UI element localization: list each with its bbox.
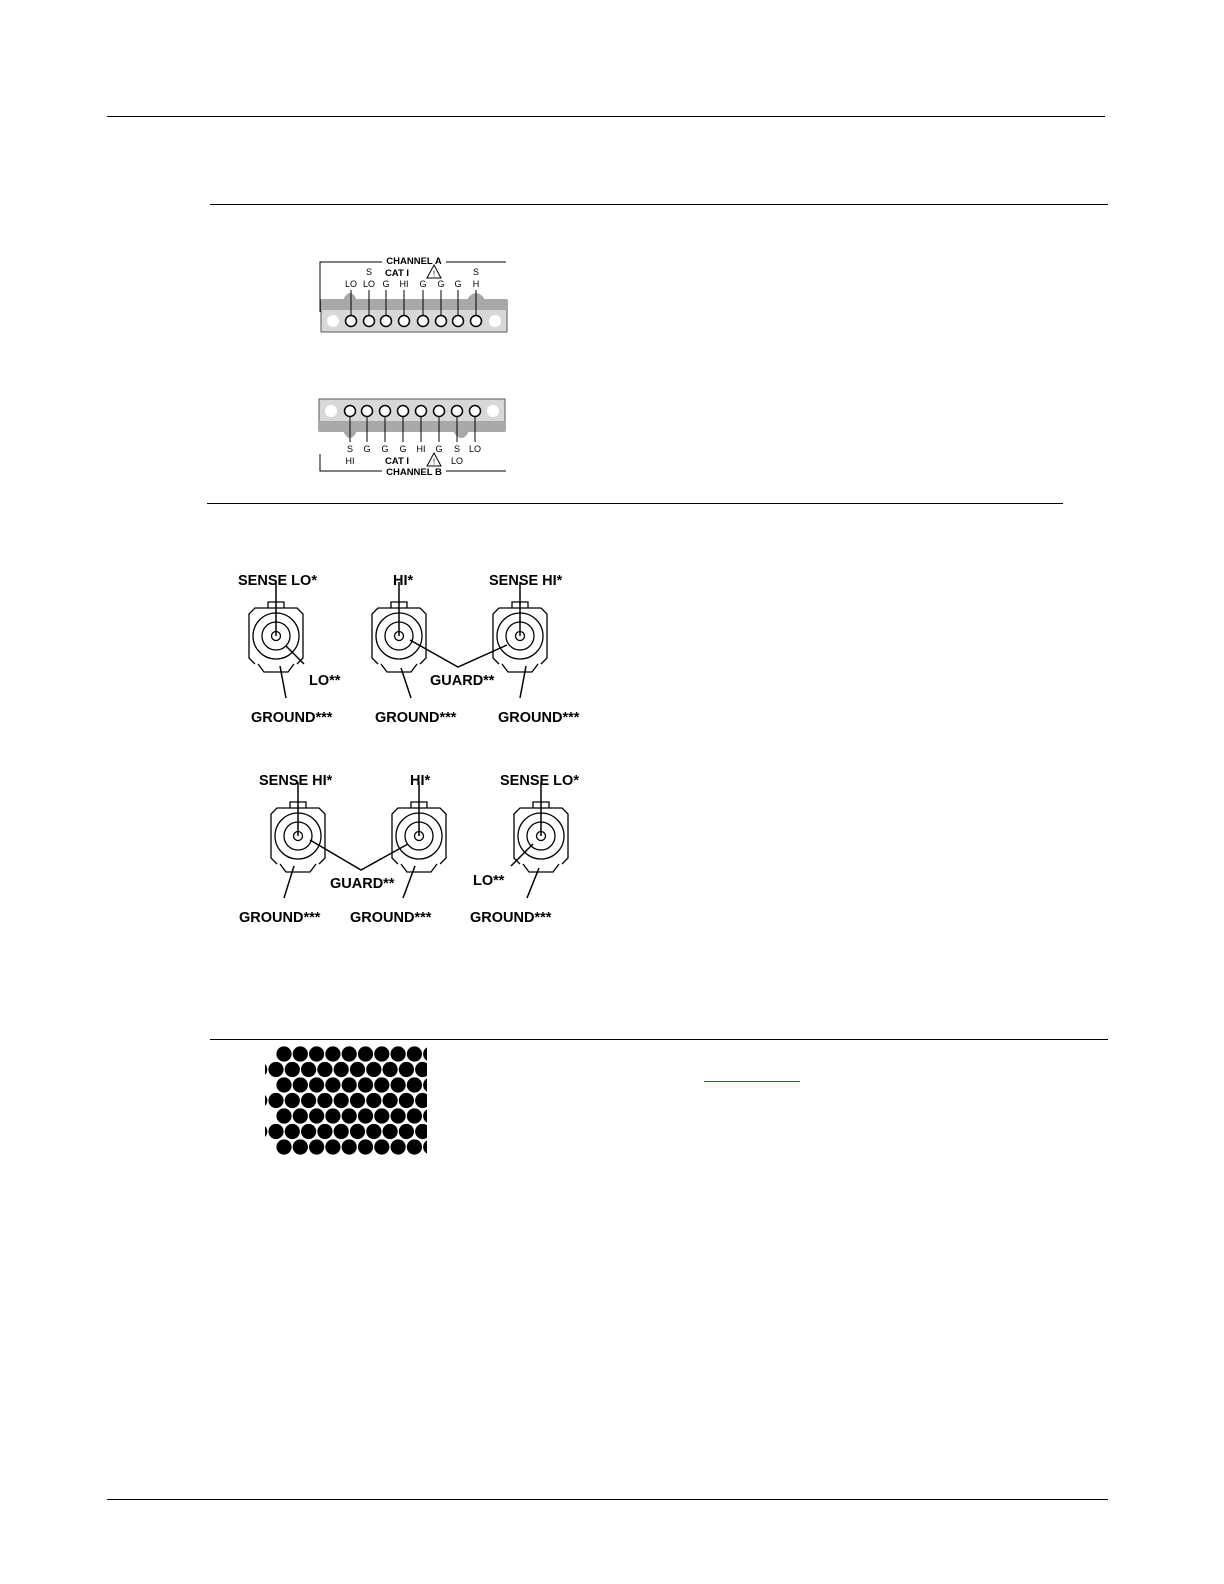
triax-connector-a3 <box>493 582 547 698</box>
triax-connector-b1 <box>271 782 325 898</box>
triax-b3-top-label: SENSE LO* <box>500 773 579 789</box>
triax-connector-b2 <box>392 782 446 898</box>
channel-a-bottom-label-6: G <box>437 279 445 289</box>
hex-dot <box>252 1093 267 1108</box>
triax-connector-b3 <box>511 782 568 898</box>
hex-dot <box>301 1093 316 1108</box>
hex-dot <box>317 1062 332 1077</box>
channel-a-label-lo-outer: LO <box>344 279 358 289</box>
channel-a-top-label-1: S <box>365 267 373 277</box>
svg-text:!: ! <box>432 457 436 467</box>
channel-a-bottom-label-5: G <box>419 279 427 289</box>
channel-b-top-label-5: HI <box>416 444 426 454</box>
hex-dot <box>252 1124 267 1139</box>
section-rule-2 <box>207 503 1063 504</box>
hex-dot <box>358 1046 373 1061</box>
hex-dot <box>325 1077 340 1092</box>
hex-dot <box>268 1093 283 1108</box>
terminal-block-channel-a <box>316 252 512 336</box>
triax-a2-bottom-label: GROUND*** <box>375 710 457 726</box>
channel-b-label: CHANNEL B <box>386 467 442 478</box>
hex-dot <box>366 1093 381 1108</box>
hex-dot <box>342 1046 357 1061</box>
hex-dot <box>293 1139 308 1154</box>
channel-a-cat-label: CAT I <box>384 268 410 279</box>
channel-b-top-label-4: G <box>399 444 407 454</box>
triax-a1-side-label: LO** <box>309 673 341 689</box>
channel-b-top-label-2: G <box>363 444 371 454</box>
hex-dot <box>407 1046 422 1061</box>
hex-dot <box>399 1093 414 1108</box>
hex-dot <box>293 1046 308 1061</box>
channel-b-bottom-label-7: LO <box>450 456 464 466</box>
hex-dot <box>350 1093 365 1108</box>
triax-connectors-channel-a <box>230 566 600 736</box>
hex-dot <box>350 1062 365 1077</box>
triax-b3-bottom-label: GROUND*** <box>470 910 552 926</box>
hex-dot-pattern <box>262 1045 430 1155</box>
hex-dot <box>358 1108 373 1123</box>
hex-dot <box>391 1108 406 1123</box>
hex-dot <box>423 1077 438 1092</box>
hex-dot <box>309 1108 324 1123</box>
hex-dot <box>342 1077 357 1092</box>
channel-a-bottom-label-3: G <box>382 279 390 289</box>
hex-dot <box>276 1139 291 1154</box>
hex-dot <box>293 1077 308 1092</box>
hex-dot <box>293 1108 308 1123</box>
hex-dot <box>391 1077 406 1092</box>
triax-a2-top-label: HI* <box>393 573 414 589</box>
channel-b-bottom-label-1: HI <box>345 456 355 466</box>
channel-a-bottom-label-4: HI <box>399 279 409 289</box>
channel-b-top-label-1: S <box>346 444 354 454</box>
hex-dot <box>415 1062 430 1077</box>
hex-dot <box>325 1108 340 1123</box>
hex-dot <box>268 1124 283 1139</box>
triax-b1-bottom-label: GROUND*** <box>239 910 321 926</box>
triax-b2-bottom-label: GROUND*** <box>350 910 432 926</box>
triax-connector-a2 <box>372 582 426 698</box>
channel-a-label: CHANNEL A <box>386 256 442 267</box>
hex-dot <box>276 1046 291 1061</box>
svg-text:!: ! <box>432 269 436 279</box>
hex-dot <box>317 1124 332 1139</box>
hex-dot <box>309 1077 324 1092</box>
hex-dot <box>374 1077 389 1092</box>
channel-a-bottom-label-2: LO <box>362 279 376 289</box>
hex-dot <box>415 1093 430 1108</box>
warning-triangle-icon <box>427 265 441 279</box>
hex-dot <box>383 1124 398 1139</box>
hex-dot <box>366 1124 381 1139</box>
hex-dot <box>325 1046 340 1061</box>
hex-dot <box>309 1139 324 1154</box>
hex-dot <box>391 1046 406 1061</box>
triax-a1-top-label: SENSE LO* <box>238 573 317 589</box>
hex-dot <box>309 1046 324 1061</box>
channel-b-top-label-6: G <box>435 444 443 454</box>
hex-dot <box>423 1046 438 1061</box>
triax-b1-top-label: SENSE HI* <box>259 773 333 789</box>
hex-dot <box>285 1062 300 1077</box>
section-rule-1 <box>210 204 1108 205</box>
hyperlink-underline[interactable] <box>704 1081 800 1082</box>
hex-dot <box>334 1124 349 1139</box>
hex-dot <box>350 1124 365 1139</box>
page-bottom-rule <box>107 1499 1108 1500</box>
triax-connectors-channel-b <box>230 766 600 936</box>
triax-a3-top-label: SENSE HI* <box>489 573 563 589</box>
hex-dot <box>285 1124 300 1139</box>
hex-dot <box>407 1077 422 1092</box>
channel-a-bottom-label-7: G <box>454 279 462 289</box>
hex-dot <box>399 1062 414 1077</box>
channel-b-cat-label: CAT I <box>384 456 410 467</box>
channel-b-top-label-3: G <box>381 444 389 454</box>
guard-label-b: GUARD** <box>330 876 395 892</box>
hex-dot <box>374 1046 389 1061</box>
hex-dot <box>342 1108 357 1123</box>
hex-dot <box>407 1108 422 1123</box>
channel-b-top-label-8: LO <box>468 444 482 454</box>
hex-dot <box>276 1077 291 1092</box>
hex-dot <box>423 1108 438 1123</box>
triax-a1-bottom-label: GROUND*** <box>251 710 333 726</box>
triax-connector-a1 <box>249 582 304 698</box>
hex-dot <box>366 1062 381 1077</box>
warning-triangle-icon <box>427 453 441 467</box>
hex-dot <box>325 1139 340 1154</box>
hex-dot <box>285 1093 300 1108</box>
hex-dot <box>342 1139 357 1154</box>
hex-dot <box>301 1062 316 1077</box>
hex-dot <box>276 1108 291 1123</box>
triax-b2-top-label: HI* <box>410 773 431 789</box>
hex-dot <box>268 1062 283 1077</box>
hex-dot <box>415 1124 430 1139</box>
hex-dot <box>317 1093 332 1108</box>
terminal-block-channel-b <box>316 396 512 478</box>
channel-b-top-label-7: S <box>453 444 461 454</box>
channel-a-bottom-label-8: H <box>472 279 480 289</box>
triax-a3-bottom-label: GROUND*** <box>498 710 580 726</box>
page-top-rule <box>107 116 1105 117</box>
hex-dot <box>301 1124 316 1139</box>
section-rule-3 <box>210 1039 1108 1040</box>
hex-dot <box>334 1062 349 1077</box>
hex-dot <box>391 1139 406 1154</box>
hex-dot <box>383 1093 398 1108</box>
hex-dot <box>407 1139 422 1154</box>
hex-dot <box>358 1139 373 1154</box>
hex-dot <box>358 1077 373 1092</box>
hex-dot <box>423 1139 438 1154</box>
hex-dot <box>374 1139 389 1154</box>
hex-dot <box>399 1124 414 1139</box>
guard-label-a: GUARD** <box>430 673 495 689</box>
triax-b3-side-label: LO** <box>473 873 505 889</box>
hex-dot <box>374 1108 389 1123</box>
channel-a-top-label-8: S <box>472 267 480 277</box>
hex-dot <box>334 1093 349 1108</box>
hex-dot <box>252 1062 267 1077</box>
hex-dot <box>383 1062 398 1077</box>
